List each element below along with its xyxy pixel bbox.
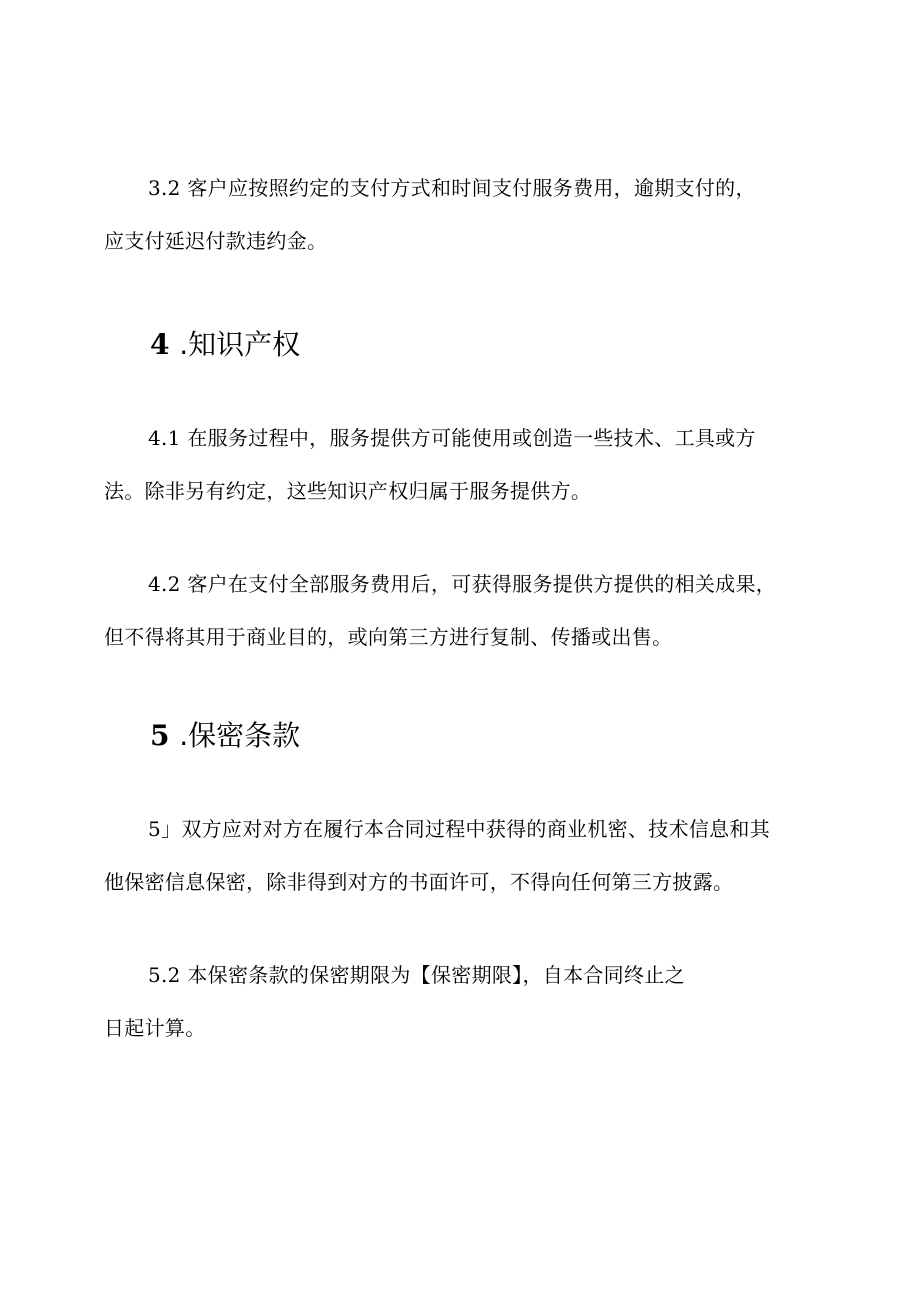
clause-4-1-line-1: 4.1 在服务过程中，服务提供方可能使用或创造一些技术、工具或方	[148, 426, 756, 450]
clause-4-1	[104, 412, 816, 518]
clause-5-2-line-2: 日起计算。	[104, 1016, 206, 1040]
section-5-heading	[150, 716, 300, 756]
section-5-title: .保密条款	[179, 719, 301, 752]
clause-5-1-line-2: 他保密信息保密，除非得到对方的书面许可，不得向任何第三方披露。	[104, 870, 734, 894]
clause-4-2-line-2: 但不得将其用于商业目的，或向第三方进行复制、传播或出售。	[104, 625, 673, 649]
clause-3-2-line-1: 3.2 客户应按照约定的支付方式和时间支付服务费用，逾期支付的，	[148, 176, 756, 200]
clause-5-1	[104, 803, 816, 909]
section-4-number: 4	[150, 328, 170, 361]
clause-3-2	[104, 162, 816, 268]
clause-5-2	[104, 949, 816, 1055]
clause-4-2-line-1: 4.2 客户在支付全部服务费用后，可获得服务提供方提供的相关成果，	[148, 572, 777, 596]
clause-4-2	[104, 558, 816, 664]
section-4-title: .知识产权	[179, 328, 301, 361]
clause-5-1-line-1: 5」双方应对对方在履行本合同过程中获得的商业机密、技术信息和其	[148, 817, 771, 841]
clause-5-2-line-1: 5.2 本保密条款的保密期限为【保密期限】，自本合同终止之	[148, 963, 685, 987]
section-5-number: 5	[150, 719, 170, 752]
clause-4-1-line-2: 法。除非另有约定，这些知识产权归属于服务提供方。	[104, 479, 592, 503]
clause-3-2-line-2: 应支付延迟付款违约金。	[104, 229, 328, 253]
section-4-heading	[150, 325, 300, 365]
